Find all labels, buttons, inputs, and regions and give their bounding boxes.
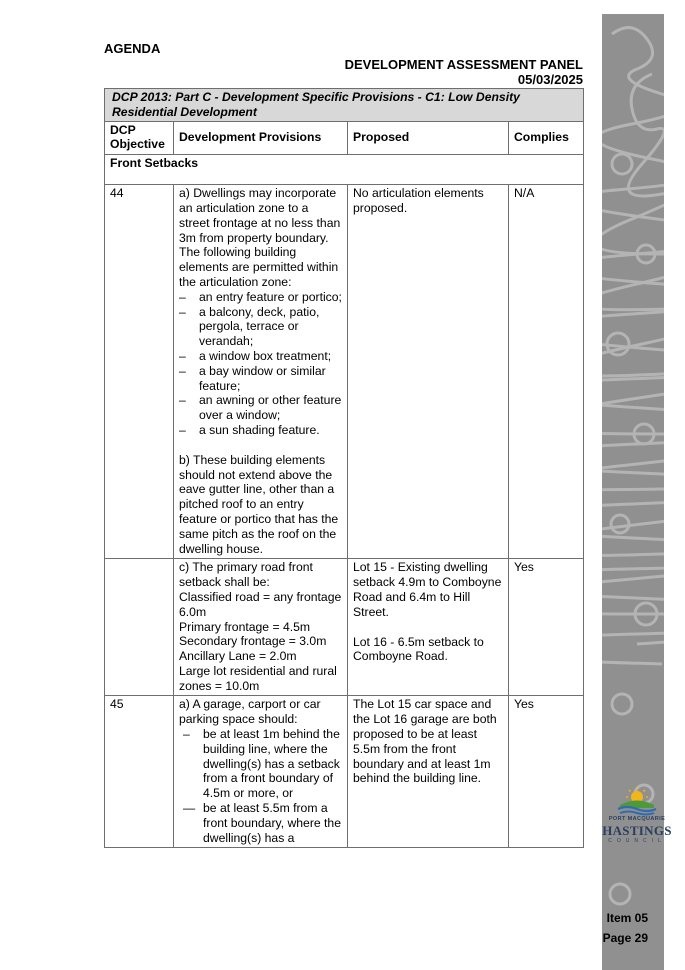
column-header-provisions: Development Provisions [174,121,348,155]
proposed-lot-16: Lot 16 - 6.5m setback to Comboyne Road. [353,634,484,664]
table-header-row [105,121,584,155]
page-number: Page 29 [602,931,648,945]
objective-cell [105,559,174,696]
list-mark: – [183,727,190,742]
provision-b: b) These building elements should not extend above the eave gutter line, other than a pitched roof to an entry feature or portico that has the same pitch as the roof on the dwelling house. [179,452,339,556]
list-item-text: a bay window or similar feature; [199,363,326,393]
proposed-cell [348,559,509,696]
list-item-text: a window box treatment; [199,348,332,363]
provisions-cell [174,559,348,696]
list-item: – a balcony, deck, patio, pergola, terrace or verandah; [179,305,342,349]
agenda-heading: AGENDA [104,41,161,56]
table-caption: DCP 2013: Part C - Development Specific Provisions - C1: Low Density Residential Development [105,89,584,122]
complies-cell: Yes [509,559,584,696]
proposed-cell: The Lot 15 car space and the Lot 16 garage are both proposed to be at least 5.5m from the front boundary and at least 1m behind the building line. [348,696,509,848]
provision-line: Ancillary Lane = 2.0m [179,649,297,664]
section-title: Front Setbacks [105,155,584,185]
proposed-cell: No articulation elements proposed. [348,185,509,559]
column-header-complies: Complies [509,121,584,155]
list-item-text: an entry feature or portico; [199,289,342,304]
provision-line: Primary frontage = 4.5m [179,619,311,634]
table-row [105,185,584,559]
proposed-lot-15: Lot 15 - Existing dwelling setback 4.9m to Comboyne Road and 6.4m to Hill Street. [353,560,502,619]
list-item: – a window box treatment; [179,349,342,364]
section-row [105,155,584,185]
table-row [105,696,584,848]
list-item: – an awning or other feature over a window; [179,393,342,423]
provision-line: Classified road = any frontage 6.0m [179,589,342,619]
list-item-text: a sun shading feature. [199,422,320,437]
council-logo-icon [598,786,676,816]
provision-line: Large lot residential and rural zones = 10.0m [179,663,337,693]
logo-line-2: HASTINGS [602,823,672,838]
provision-intro: a) Dwellings may incorporate an articulation zone to a street frontage at no less than 3m from property boundary. The following building elements are permitted within the articulation zone: [179,186,341,289]
logo-line-1: PORT MACQUARIE [608,816,666,822]
objective-cell: 44 [105,185,174,559]
list-item: – an entry feature or portico; [179,289,342,304]
objective-cell: 45 [105,696,174,848]
column-header-proposed: Proposed [348,121,509,155]
list-item-text: be at least 5.5m from a front boundary, where the dwelling(s) has a [203,801,341,845]
logo-line-3: COUNCIL [608,838,666,844]
complies-cell: Yes [509,696,584,848]
panel-heading: DEVELOPMENT ASSESSMENT PANEL [344,57,583,72]
provision-line: c) The primary road front setback shall be: [179,560,313,590]
list-item-text: be at least 1m behind the building line, where the dwelling(s) has a setback from a front boundary of 4.5m or more, or [203,727,340,801]
table-row [105,559,584,696]
list-mark: — [183,801,196,816]
list-item [179,727,342,801]
complies-cell: N/A [509,185,584,559]
list-item-text: a balcony, deck, patio, pergola, terrace or verandah; [199,304,320,349]
column-header-objective: DCP Objective [105,121,174,155]
provision-intro: a) A garage, carport or car parking space should: [179,697,321,727]
table-caption-row [105,89,584,122]
list-item: – a sun shading feature. [179,423,342,438]
meeting-date: 05/03/2025 [517,72,583,87]
item-number: Item 05 [606,911,648,925]
provisions-cell [174,696,348,848]
council-logo [598,786,676,846]
provisions-table [104,88,584,848]
list-item [179,801,342,845]
list-item: – a bay window or similar feature; [179,364,342,394]
provision-line: Secondary frontage = 3.0m [179,634,327,649]
provisions-cell [174,185,348,559]
list-item-text: an awning or other feature over a window; [199,393,342,423]
